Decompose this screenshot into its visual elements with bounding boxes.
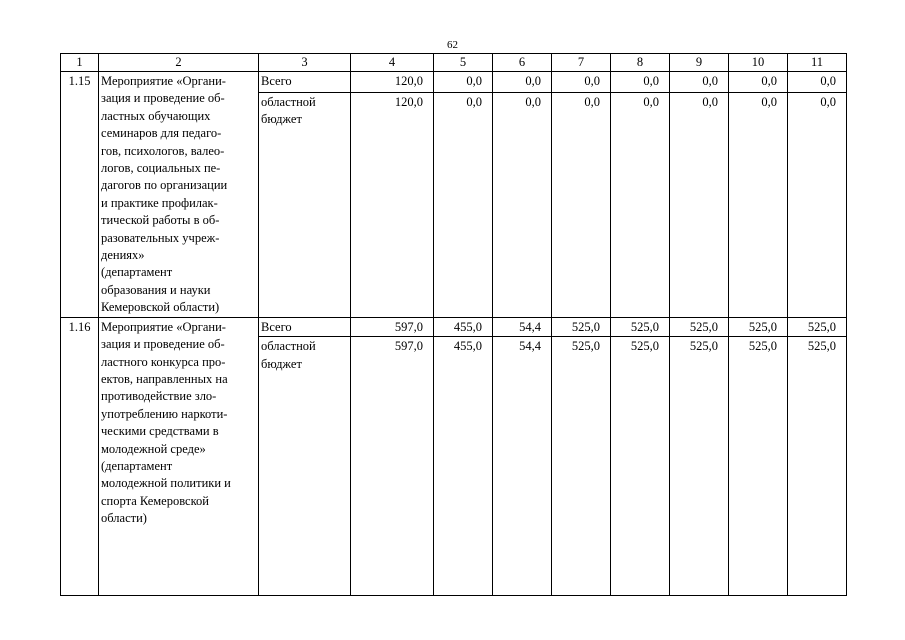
description-line: области) bbox=[101, 511, 147, 526]
amount-cell: 120,0 bbox=[351, 92, 434, 317]
amount-cell: 525,0 bbox=[611, 317, 670, 336]
amount-cell: 0,0 bbox=[434, 92, 493, 317]
amount-cell: 54,4 bbox=[493, 337, 552, 596]
amount-cell: 525,0 bbox=[729, 337, 788, 596]
funding-source: Всего bbox=[259, 72, 351, 93]
description-line: ластного конкурса про- bbox=[101, 354, 226, 369]
amount-cell: 525,0 bbox=[788, 337, 847, 596]
amount-cell: 0,0 bbox=[729, 92, 788, 317]
measure-number: 1.16 bbox=[61, 317, 99, 595]
amount-cell: 0,0 bbox=[611, 92, 670, 317]
amount-cell: 597,0 bbox=[351, 317, 434, 336]
funding-source: областной бюджет bbox=[259, 337, 351, 596]
description-line: Кемеровской области) bbox=[101, 300, 220, 315]
description-line: образования и науки bbox=[101, 282, 211, 297]
description-line: (департамент bbox=[101, 265, 173, 280]
amount-cell: 0,0 bbox=[788, 72, 847, 93]
description-line: Мероприятие «Органи- bbox=[101, 74, 226, 88]
description-line: дагогов по организации bbox=[101, 178, 228, 193]
description-line: зация и проведение об- bbox=[101, 337, 225, 352]
description-line: зация и проведение об- bbox=[101, 91, 225, 106]
description-line: употреблению наркоти- bbox=[101, 406, 228, 421]
description-line: гов, психологов, валео- bbox=[101, 143, 225, 158]
amount-cell: 455,0 bbox=[434, 337, 493, 596]
amount-cell: 0,0 bbox=[434, 72, 493, 93]
funding-source: областной бюджет bbox=[259, 92, 351, 317]
measure-row-total bbox=[61, 317, 847, 336]
page-number: 62 bbox=[447, 39, 458, 51]
description-line: молодежной политики и bbox=[101, 476, 231, 491]
amount-cell: 597,0 bbox=[351, 337, 434, 596]
description-line: ческими средствами в bbox=[101, 424, 219, 439]
description-line: тической работы в об- bbox=[101, 213, 220, 228]
description-line: разовательных учреж- bbox=[101, 230, 220, 245]
amount-cell: 525,0 bbox=[729, 317, 788, 336]
column-number: 7 bbox=[552, 54, 611, 72]
amount-cell: 455,0 bbox=[434, 317, 493, 336]
column-number-header-row bbox=[61, 54, 847, 72]
amount-cell: 0,0 bbox=[552, 92, 611, 317]
description-line: семинаров для педаго- bbox=[101, 126, 222, 141]
column-number: 1 bbox=[61, 54, 99, 72]
amount-cell: 0,0 bbox=[493, 92, 552, 317]
amount-cell: 0,0 bbox=[611, 72, 670, 93]
description-line: логов, социальных пе- bbox=[101, 161, 221, 176]
description-line: ектов, направленных на bbox=[101, 371, 228, 386]
amount-cell: 525,0 bbox=[788, 317, 847, 336]
column-number: 2 bbox=[99, 54, 259, 72]
description-line: ластных обучающих bbox=[101, 108, 211, 123]
amount-cell: 0,0 bbox=[788, 92, 847, 317]
amount-cell: 525,0 bbox=[670, 317, 729, 336]
column-number: 10 bbox=[729, 54, 788, 72]
column-number: 4 bbox=[351, 54, 434, 72]
column-number: 6 bbox=[493, 54, 552, 72]
amount-cell: 0,0 bbox=[670, 92, 729, 317]
measure-number: 1.15 bbox=[61, 72, 99, 318]
funding-source: Всего bbox=[259, 317, 351, 336]
column-number: 8 bbox=[611, 54, 670, 72]
measure-description bbox=[99, 72, 259, 318]
amount-cell: 525,0 bbox=[611, 337, 670, 596]
amount-cell: 525,0 bbox=[552, 337, 611, 596]
description-line: молодежной среде» bbox=[101, 441, 206, 456]
column-number: 3 bbox=[259, 54, 351, 72]
column-number: 11 bbox=[788, 54, 847, 72]
amount-cell: 525,0 bbox=[670, 337, 729, 596]
amount-cell: 0,0 bbox=[552, 72, 611, 93]
description-line: дениях» bbox=[101, 248, 145, 263]
description-line: и практике профилак- bbox=[101, 195, 218, 210]
budget-table bbox=[60, 53, 847, 596]
amount-cell: 525,0 bbox=[552, 317, 611, 336]
measure-description bbox=[99, 317, 259, 595]
description-line: Мероприятие «Органи- bbox=[101, 319, 226, 334]
column-number: 9 bbox=[670, 54, 729, 72]
amount-cell: 0,0 bbox=[729, 72, 788, 93]
amount-cell: 54,4 bbox=[493, 317, 552, 336]
description-line: противодействие зло- bbox=[101, 389, 217, 404]
measure-row-total bbox=[61, 72, 847, 93]
description-line: спорта Кемеровской bbox=[101, 493, 209, 508]
description-line: (департамент bbox=[101, 458, 173, 473]
amount-cell: 0,0 bbox=[670, 72, 729, 93]
amount-cell: 120,0 bbox=[351, 72, 434, 93]
column-number: 5 bbox=[434, 54, 493, 72]
amount-cell: 0,0 bbox=[493, 72, 552, 93]
